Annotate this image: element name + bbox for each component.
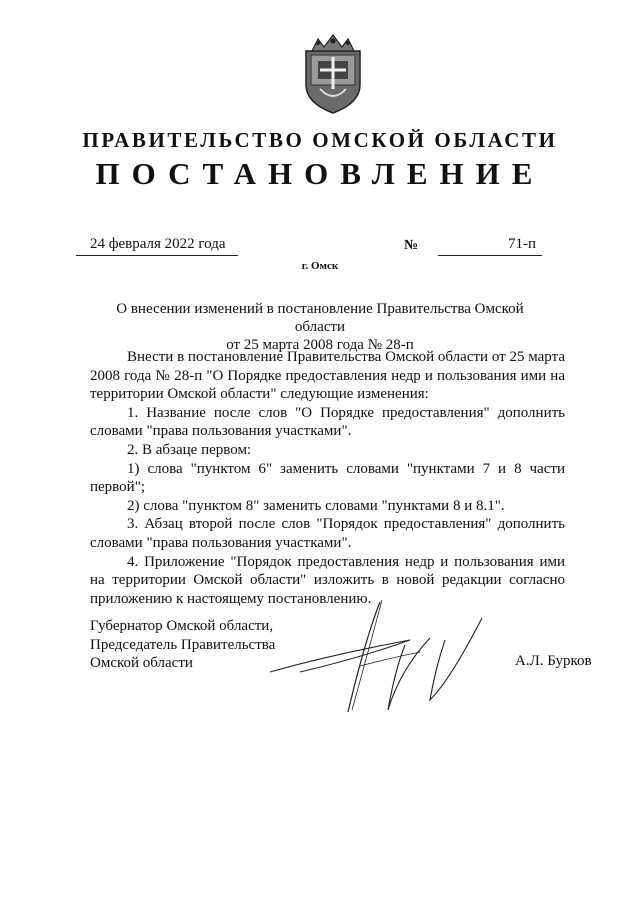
subject-line: от 25 марта 2008 года № 28-п (226, 337, 414, 353)
body-paragraph: 1) слова "пунктом 6" заменить словами "пунктами 7 и 8 части первой"; (90, 460, 565, 496)
body-paragraph: Внести в постановление Правительства Омской области от 25 марта 2008 года № 28-п "О Порядке предоставления недр и пользования ими на территории Омской области" следующие изменения: (90, 349, 565, 403)
document-body (90, 348, 565, 608)
body-paragraph: 2) слова "пунктом 8" заменить словами "пунктами 8 и 8.1". (127, 497, 505, 514)
subject-line: О внесении изменений в постановление Правительства Омской области (116, 301, 524, 335)
body-paragraph: 3. Абзац второй после слов "Порядок предоставления" дополнить словами "права пользования участками". (90, 516, 565, 551)
number-sign: № (404, 238, 419, 253)
coat-of-arms-icon (298, 33, 368, 115)
document-number: 71-п (438, 236, 542, 256)
document-city: г. Омск (301, 260, 339, 272)
document-date: 24 февраля 2022 года (76, 236, 238, 256)
document-subject (90, 300, 550, 354)
organization-title: ПРАВИТЕЛЬСТВО ОМСКОЙ ОБЛАСТИ (82, 128, 558, 152)
handwritten-signature (270, 600, 490, 715)
signatory-title-line: Омской области (90, 655, 193, 671)
signatory-name: А.Л. Бурков (515, 653, 592, 669)
body-paragraph: 4. Приложение "Порядок предоставления недр и пользования ими на территории Омской области" изложить в новой редакции согласно приложению к настоящему постановлению. (90, 553, 565, 607)
signatory-title-line: Губернатор Омской области, (90, 618, 274, 634)
signatory-title-line: Председатель Правительства (90, 636, 276, 653)
body-paragraph: 1. Название после слов "О Порядке предоставления" дополнить словами "права пользования участками". (90, 404, 565, 440)
signatory-title (90, 617, 275, 673)
document-type: ПОСТАНОВЛЕНИЕ (95, 156, 545, 191)
body-paragraph: 2. В абзаце первом: (127, 441, 252, 458)
